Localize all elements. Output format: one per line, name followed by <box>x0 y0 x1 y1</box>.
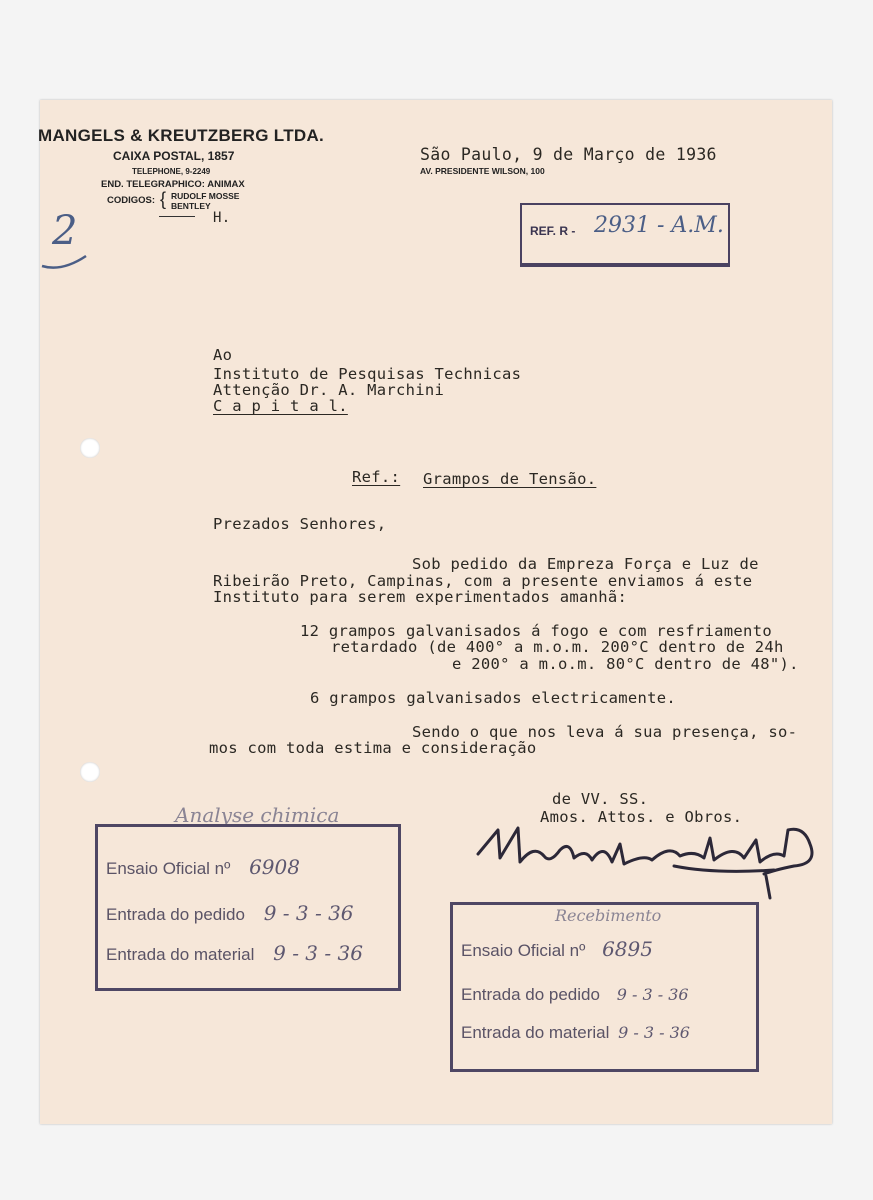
right-material-label: Entrada do material <box>461 1023 610 1042</box>
left-material-label: Entrada do material <box>106 945 255 964</box>
closing-line-1: Sendo o que nos leva á sua presença, so- <box>412 723 798 741</box>
valediction-line-1: de VV. SS. <box>552 790 649 808</box>
body-paragraph-1-line-2: Ribeirão Preto, Campinas, com a presente enviamos á este <box>213 572 753 590</box>
body-paragraph-1-line-3: Instituto para serem experimentados amanhã: <box>213 588 628 606</box>
left-pedido-label: Entrada do pedido <box>106 905 245 924</box>
margin-note-stroke <box>40 252 90 272</box>
subject-text: Grampos de Tensão. <box>423 470 597 488</box>
right-material-value: 9 - 3 - 36 <box>618 1023 690 1042</box>
left-ensaio-row <box>106 855 300 879</box>
reference-number: 2931 - A.M. <box>594 213 724 238</box>
left-stamp-annotation: Analyse chimica <box>175 803 340 827</box>
punch-hole-bottom <box>80 762 100 782</box>
recipient-line-1: Ao <box>213 346 233 364</box>
codes-label: CODIGOS: <box>107 195 156 206</box>
right-ensaio-value: 6895 <box>602 937 653 961</box>
code-rudolf-mosse: RUDOLF MOSSE <box>171 191 240 201</box>
left-pedido-row <box>106 901 354 925</box>
salutation: Prezados Senhores, <box>213 515 387 533</box>
recipient-line-4: C a p i t a l. <box>213 397 348 415</box>
left-pedido-value: 9 - 3 - 36 <box>263 901 354 925</box>
left-ensaio-value: 6908 <box>249 855 300 879</box>
place-date: São Paulo, 9 de Março de 1936 <box>420 145 717 164</box>
telephone: TELEPHONE, 9-2249 <box>132 167 211 176</box>
margin-note: 2 <box>52 208 78 254</box>
right-stamp-annotation: Recebimento <box>555 906 662 925</box>
code-bentley: BENTLEY <box>171 201 211 211</box>
left-ensaio-stamp <box>95 824 401 991</box>
right-pedido-label: Entrada do pedido <box>461 985 600 1004</box>
recipient-line-3: Attenção Dr. A. Marchini <box>213 381 445 399</box>
left-material-value: 9 - 3 - 36 <box>273 941 363 965</box>
signature <box>474 814 830 904</box>
right-pedido-value: 9 - 3 - 36 <box>616 985 689 1004</box>
recipient-line-2: Instituto de Pesquisas Technicas <box>213 365 522 383</box>
item-1-line-1: 12 grampos galvanisados á fogo e com resfriamento <box>300 622 772 640</box>
right-pedido-row <box>461 985 689 1005</box>
street-address: AV. PRESIDENTE WILSON, 100 <box>420 166 545 176</box>
right-ensaio-row <box>461 937 653 961</box>
item-1-line-3: e 200° a m.o.m. 80°C dentro de 48"). <box>452 655 799 673</box>
item-2: 6 grampos galvanisados electricamente. <box>310 689 677 707</box>
subject-label: Ref.: <box>352 468 401 486</box>
typist-initial: H. <box>213 210 231 226</box>
reference-label: REF. R - <box>530 224 576 238</box>
closing-line-2: mos com toda estima e consideração <box>209 739 537 757</box>
punch-hole-top <box>80 438 100 458</box>
right-material-row <box>461 1023 690 1043</box>
left-material-row <box>106 941 363 965</box>
right-ensaio-stamp <box>450 902 759 1072</box>
caixa-postal: CAIXA POSTAL, 1857 <box>113 149 235 163</box>
letterhead-rule <box>159 216 195 217</box>
company-name: MANGELS & KREUTZBERG LTDA. <box>38 126 325 145</box>
reference-stamp <box>520 203 730 267</box>
body-paragraph-1-line-1: Sob pedido da Empreza Força e Luz de <box>412 555 759 573</box>
left-ensaio-label: Ensaio Oficial nº <box>106 859 231 878</box>
item-1-line-2: retardado (de 400° a m.o.m. 200°C dentro de 24h <box>331 638 784 656</box>
telegraphic-address: END. TELEGRAPHICO: ANIMAX <box>101 179 245 190</box>
right-ensaio-label: Ensaio Oficial nº <box>461 941 586 960</box>
valediction-line-2: Amos. Attos. e Obros. <box>540 808 743 826</box>
codes-brace: { <box>160 189 167 209</box>
